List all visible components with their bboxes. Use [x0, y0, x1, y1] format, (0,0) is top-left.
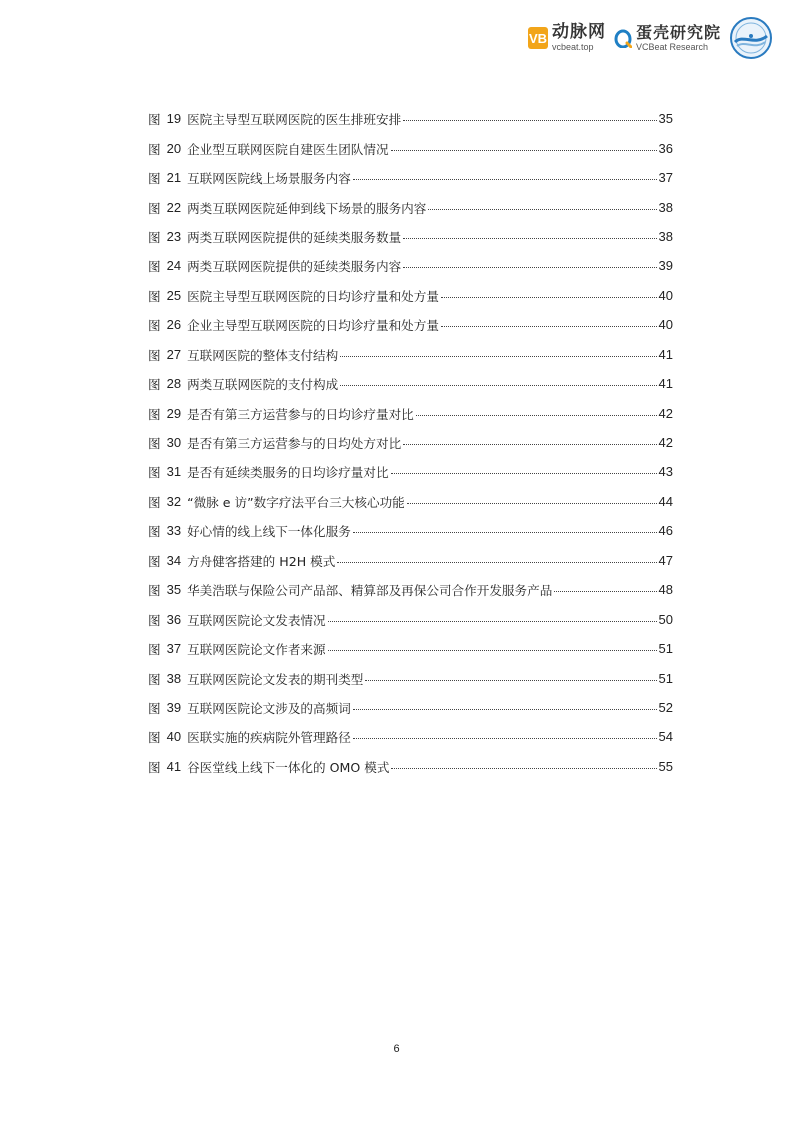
figure-number: 28: [166, 376, 182, 392]
figure-number: 30: [166, 435, 182, 451]
toc-entry[interactable]: [148, 192, 673, 221]
dot-leader: [407, 503, 657, 504]
figure-page: 48: [658, 582, 673, 598]
figure-number: 19: [166, 111, 182, 127]
dot-leader: [340, 356, 656, 357]
figure-prefix: 图: [148, 700, 161, 716]
toc-entry[interactable]: [148, 575, 673, 604]
dot-leader: [337, 562, 656, 563]
figure-title: 两类互联网医院的支付构成: [187, 377, 339, 393]
dot-leader: [416, 415, 657, 416]
figure-number: 41: [166, 758, 182, 774]
figure-page: 55: [658, 758, 673, 774]
figure-number: 25: [166, 287, 182, 303]
figure-prefix: 图: [148, 141, 161, 157]
dot-leader: [403, 120, 656, 121]
figure-title: 华美浩联与保险公司产品部、精算部及再保公司合作开发服务产品: [187, 583, 553, 599]
figure-title: 谷医堂线上线下一体化的 OMO 模式: [187, 759, 390, 775]
dot-leader: [353, 179, 657, 180]
figure-prefix: 图: [148, 259, 161, 275]
figure-page: 42: [658, 435, 673, 451]
figure-prefix: 图: [148, 612, 161, 628]
figure-title: 互联网医院论文发表的期刊类型: [187, 671, 364, 687]
vcbeat-url: vcbeat.top: [551, 42, 594, 52]
figure-prefix: 图: [148, 229, 161, 245]
figure-number: 27: [166, 346, 182, 362]
figure-page: 54: [658, 729, 673, 745]
vcbeat-logo: [528, 24, 606, 52]
toc-entry[interactable]: [148, 693, 673, 722]
figure-prefix: 图: [148, 642, 161, 658]
figure-title: 互联网医院论文作者来源: [187, 642, 326, 658]
figure-number: 35: [166, 582, 182, 598]
figure-number: 20: [166, 140, 182, 156]
figure-page: 50: [658, 611, 673, 627]
dot-leader: [328, 621, 657, 622]
toc-entry[interactable]: [148, 163, 673, 192]
figure-page: 39: [658, 258, 673, 274]
figure-page: 41: [658, 376, 673, 392]
toc-entry[interactable]: [148, 369, 673, 398]
figure-number: 40: [166, 729, 182, 745]
figure-number: 24: [166, 258, 182, 274]
figure-page: 36: [658, 140, 673, 156]
toc-entry[interactable]: [148, 104, 673, 133]
dot-leader: [340, 385, 656, 386]
toc-entry[interactable]: [148, 222, 673, 251]
figure-prefix: 图: [148, 494, 161, 510]
figure-title: 是否有第三方运营参与的日均处方对比: [187, 436, 402, 452]
figure-title: 企业主导型互联网医院的日均诊疗量和处方量: [187, 318, 439, 334]
figure-prefix: 图: [148, 759, 161, 775]
toc-entry[interactable]: [148, 487, 673, 516]
figure-page: 35: [658, 111, 673, 127]
figure-number: 34: [166, 552, 182, 568]
figure-number: 32: [166, 493, 182, 509]
dot-leader: [353, 532, 657, 533]
toc-entry[interactable]: [148, 428, 673, 457]
figure-page: 44: [658, 493, 673, 509]
eggshell-icon: [614, 28, 632, 48]
toc-entry[interactable]: [148, 604, 673, 633]
figure-prefix: 图: [148, 200, 161, 216]
figure-page: 43: [658, 464, 673, 480]
figure-page: 40: [658, 317, 673, 333]
figure-title: 企业型互联网医院自建医生团队情况: [187, 141, 389, 157]
figure-number: 38: [166, 670, 182, 686]
toc-entry[interactable]: [148, 546, 673, 575]
figure-page: 51: [658, 670, 673, 686]
figure-list: [148, 104, 673, 781]
toc-entry[interactable]: [148, 398, 673, 427]
figure-page: 38: [658, 199, 673, 215]
figure-number: 26: [166, 317, 182, 333]
figure-page: 41: [658, 346, 673, 362]
dot-leader: [403, 238, 656, 239]
page-number: 6: [393, 1043, 400, 1055]
dot-leader: [554, 591, 656, 592]
figure-title: 两类互联网医院提供的延续类服务数量: [187, 229, 402, 245]
figure-title: 医联实施的疾病院外管理路径: [187, 730, 351, 746]
toc-entry[interactable]: [148, 516, 673, 545]
figure-title: “微脉 e 访”数字疗法平台三大核心功能: [187, 494, 405, 510]
figure-title: 两类互联网医院提供的延续类服务内容: [187, 259, 402, 275]
dot-leader: [391, 150, 657, 151]
figure-page: 42: [658, 405, 673, 421]
dot-leader: [441, 326, 657, 327]
figure-prefix: 图: [148, 318, 161, 334]
figure-number: 37: [166, 641, 182, 657]
dot-leader: [441, 297, 657, 298]
figure-prefix: 图: [148, 730, 161, 746]
research-seal-icon: [729, 16, 773, 60]
vcbeat-mark-icon: VB: [528, 27, 548, 49]
figure-prefix: 图: [148, 553, 161, 569]
toc-entry[interactable]: [148, 457, 673, 486]
vcbeat-research-logo: [614, 22, 721, 52]
figure-page: 38: [658, 228, 673, 244]
toc-entry[interactable]: [148, 752, 673, 781]
toc-entry[interactable]: [148, 310, 673, 339]
vcbeat-name: 动脉网: [551, 22, 606, 42]
figure-page: 37: [658, 170, 673, 186]
figure-title: 方舟健客搭建的 H2H 模式: [187, 553, 336, 569]
dot-leader: [365, 680, 656, 681]
figure-page: 52: [658, 699, 673, 715]
figure-number: 22: [166, 199, 182, 215]
figure-number: 31: [166, 464, 182, 480]
figure-title: 互联网医院线上场景服务内容: [187, 171, 351, 187]
figure-prefix: 图: [148, 436, 161, 452]
figure-title: 医院主导型互联网医院的日均诊疗量和处方量: [187, 288, 439, 304]
figure-number: 29: [166, 405, 182, 421]
figure-prefix: 图: [148, 524, 161, 540]
figure-page: 51: [658, 641, 673, 657]
research-sub: VCBeat Research: [635, 41, 709, 52]
dot-leader: [403, 444, 656, 445]
figure-page: 47: [658, 552, 673, 568]
figure-prefix: 图: [148, 171, 161, 187]
toc-entry[interactable]: [148, 281, 673, 310]
figure-prefix: 图: [148, 465, 161, 481]
figure-number: 21: [166, 170, 182, 186]
figure-number: 36: [166, 611, 182, 627]
figure-title: 好心情的线上线下一体化服务: [187, 524, 351, 540]
figure-page: 46: [658, 523, 673, 539]
figure-prefix: 图: [148, 583, 161, 599]
research-name: 蛋壳研究院: [635, 22, 721, 42]
dot-leader: [353, 738, 657, 739]
toc-entry[interactable]: [148, 663, 673, 692]
figure-prefix: 图: [148, 406, 161, 422]
figure-title: 互联网医院论文发表情况: [187, 612, 326, 628]
figure-title: 医院主导型互联网医院的医生排班安排: [187, 112, 402, 128]
toc-entry[interactable]: [148, 722, 673, 751]
figure-prefix: 图: [148, 671, 161, 687]
figure-page: 40: [658, 287, 673, 303]
figure-title: 互联网医院论文涉及的高频词: [187, 700, 351, 716]
dot-leader: [353, 709, 657, 710]
figure-number: 23: [166, 228, 182, 244]
dot-leader: [391, 768, 656, 769]
header-logos: [528, 16, 773, 60]
figure-title: 是否有第三方运营参与的日均诊疗量对比: [187, 406, 414, 422]
figure-number: 39: [166, 699, 182, 715]
figure-prefix: 图: [148, 347, 161, 363]
toc-entry[interactable]: [148, 340, 673, 369]
toc-entry[interactable]: [148, 133, 673, 162]
figure-title: 互联网医院的整体支付结构: [187, 347, 339, 363]
figure-prefix: 图: [148, 112, 161, 128]
figure-prefix: 图: [148, 377, 161, 393]
toc-entry[interactable]: [148, 251, 673, 280]
toc-entry[interactable]: [148, 634, 673, 663]
figure-title: 是否有延续类服务的日均诊疗量对比: [187, 465, 389, 481]
figure-prefix: 图: [148, 288, 161, 304]
figure-number: 33: [166, 523, 182, 539]
dot-leader: [403, 267, 656, 268]
dot-leader: [428, 209, 656, 210]
dot-leader: [328, 650, 657, 651]
dot-leader: [391, 473, 657, 474]
figure-title: 两类互联网医院延伸到线下场景的服务内容: [187, 200, 427, 216]
